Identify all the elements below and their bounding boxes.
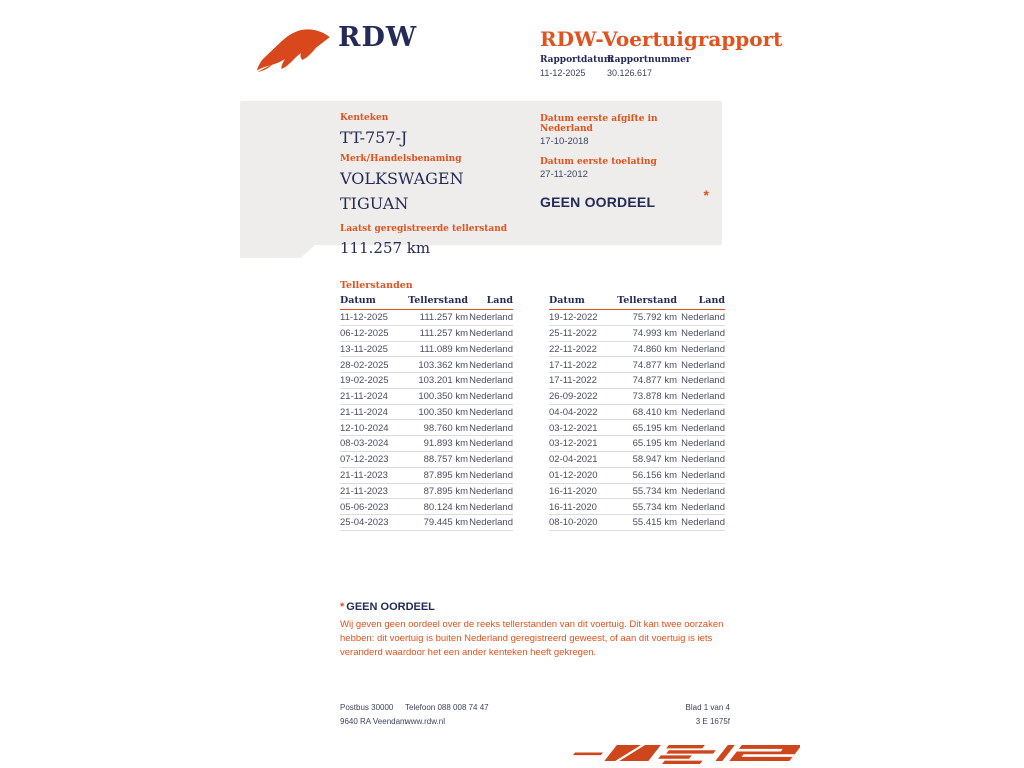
cell-land: Nederland: [468, 388, 513, 404]
cell-tellerstand: 103.201 km: [406, 373, 468, 389]
toelating-value: 27-11-2012: [540, 169, 588, 180]
mileage-table: [549, 295, 725, 531]
table-row: [340, 452, 513, 468]
footer-address: [340, 701, 407, 729]
cell-tellerstand: 55.734 km: [615, 499, 677, 515]
cell-tellerstand: 74.877 km: [615, 373, 677, 389]
verdict-asterisk: *: [703, 187, 709, 203]
cell-tellerstand: 100.350 km: [406, 388, 468, 404]
table-row: [549, 467, 725, 483]
verdict-text: GEEN OORDEEL: [540, 194, 656, 210]
column-header-tellerstand: Tellerstand: [406, 295, 468, 310]
footnote-body: Wij geven geen oordeel over de reeks tellerstanden van dit voertuig. Dit kan twee oorzaken hebben: dit voertuig is buiten Nederland geregistreerd geweest, of aan dit voertuig is iets veranderd waardoor het een ander kenteken heeft gekregen.: [340, 619, 724, 658]
footnote-asterisk: *: [340, 601, 345, 613]
cell-land: Nederland: [677, 404, 725, 420]
cell-land: Nederland: [677, 467, 725, 483]
cell-land: Nederland: [468, 515, 513, 531]
cell-datum: 19-12-2022: [549, 310, 615, 326]
table-row: [340, 310, 513, 326]
cell-land: Nederland: [677, 452, 725, 468]
table-row: [549, 310, 725, 326]
cell-datum: 04-04-2022: [549, 404, 615, 420]
footer-page-info: [686, 701, 730, 729]
table-row: [549, 341, 725, 357]
footer-postbus: Postbus 30000: [340, 703, 394, 712]
column-header-land: Land: [677, 295, 725, 310]
cell-tellerstand: 65.195 km: [615, 436, 677, 452]
report-date-value: 11-12-2025: [540, 68, 586, 78]
cell-land: Nederland: [468, 404, 513, 420]
column-header-tellerstand: Tellerstand: [615, 295, 677, 310]
table-row: [549, 325, 725, 341]
cell-tellerstand: 55.734 km: [615, 483, 677, 499]
cell-land: Nederland: [677, 420, 725, 436]
table-row: [549, 373, 725, 389]
footer-city: 9640 RA Veendam: [340, 717, 407, 726]
cell-tellerstand: 74.993 km: [615, 325, 677, 341]
table-row: [340, 341, 513, 357]
cell-tellerstand: 74.877 km: [615, 357, 677, 373]
cell-datum: 01-12-2020: [549, 467, 615, 483]
cell-land: Nederland: [677, 483, 725, 499]
tellerstand-label: Laatst geregistreerde tellerstand: [340, 224, 508, 234]
footer-form-code: 3 E 1675f: [695, 717, 730, 726]
cell-tellerstand: 68.410 km: [615, 404, 677, 420]
cell-datum: 11-12-2025: [340, 310, 406, 326]
cell-land: Nederland: [468, 357, 513, 373]
kenteken-value: TT-757-J: [340, 128, 408, 147]
cell-datum: 21-11-2024: [340, 388, 406, 404]
table-row: [340, 499, 513, 515]
mileage-table: [340, 295, 513, 531]
cell-land: Nederland: [677, 436, 725, 452]
cell-tellerstand: 56.156 km: [615, 467, 677, 483]
merk-value-line2: TIGUAN: [340, 194, 409, 213]
cell-land: Nederland: [677, 310, 725, 326]
cell-land: Nederland: [677, 373, 725, 389]
cell-tellerstand: 55.415 km: [615, 515, 677, 531]
rdw-wordmark: RDW: [338, 22, 418, 53]
cell-datum: 08-10-2020: [549, 515, 615, 531]
cell-tellerstand: 80.124 km: [406, 499, 468, 515]
cell-datum: 05-06-2023: [340, 499, 406, 515]
cell-land: Nederland: [468, 373, 513, 389]
table-row: [549, 420, 725, 436]
cell-datum: 07-12-2023: [340, 452, 406, 468]
table-row: [340, 420, 513, 436]
cell-datum: 28-02-2025: [340, 357, 406, 373]
cell-tellerstand: 73.878 km: [615, 388, 677, 404]
cell-datum: 21-11-2023: [340, 467, 406, 483]
column-header-land: Land: [468, 295, 513, 310]
table-row: [340, 483, 513, 499]
cell-datum: 26-09-2022: [549, 388, 615, 404]
cell-datum: 03-12-2021: [549, 436, 615, 452]
table-row: [549, 515, 725, 531]
table-row: [549, 483, 725, 499]
cell-land: Nederland: [468, 436, 513, 452]
footnote-title: GEEN OORDEEL: [346, 601, 435, 613]
cell-datum: 03-12-2021: [549, 420, 615, 436]
cell-tellerstand: 87.895 km: [406, 483, 468, 499]
cell-datum: 16-11-2020: [549, 483, 615, 499]
merk-value-line1: VOLKSWAGEN: [340, 169, 464, 188]
report-date-label: Rapportdatum: [540, 55, 614, 65]
cell-tellerstand: 100.350 km: [406, 404, 468, 420]
cell-land: Nederland: [677, 357, 725, 373]
cell-tellerstand: 111.089 km: [406, 341, 468, 357]
table-row: [340, 436, 513, 452]
cell-tellerstand: 79.445 km: [406, 515, 468, 531]
cell-datum: 17-11-2022: [549, 373, 615, 389]
table-row: [549, 499, 725, 515]
cell-tellerstand: 58.947 km: [615, 452, 677, 468]
table-row: [340, 515, 513, 531]
cell-tellerstand: 98.760 km: [406, 420, 468, 436]
table-row: [340, 404, 513, 420]
cell-tellerstand: 111.257 km: [406, 310, 468, 326]
report-number-label: Rapportnummer: [607, 55, 691, 65]
cell-land: Nederland: [677, 515, 725, 531]
table-row: [549, 436, 725, 452]
cell-tellerstand: 111.257 km: [406, 325, 468, 341]
afgifte-value: 17-10-2018: [540, 136, 589, 147]
cell-datum: 21-11-2023: [340, 483, 406, 499]
cell-tellerstand: 75.792 km: [615, 310, 677, 326]
table-row: [340, 357, 513, 373]
merk-label: Merk/Handelsbenaming: [340, 154, 462, 164]
cell-datum: 25-11-2022: [549, 325, 615, 341]
table-row: [340, 373, 513, 389]
cell-land: Nederland: [677, 341, 725, 357]
footer-phone: Telefoon 088 008 74 47: [405, 703, 489, 712]
kenteken-label: Kenteken: [340, 113, 389, 123]
cell-land: Nederland: [468, 499, 513, 515]
table-row: [340, 325, 513, 341]
cell-land: Nederland: [468, 310, 513, 326]
cell-datum: 16-11-2020: [549, 499, 615, 515]
cell-datum: 21-11-2024: [340, 404, 406, 420]
verdict-footnote: [340, 601, 738, 660]
table-row: [549, 404, 725, 420]
cell-datum: 02-04-2021: [549, 452, 615, 468]
column-header-datum: Datum: [340, 295, 406, 310]
report-title: RDW-Voertuigrapport: [540, 27, 783, 51]
cell-land: Nederland: [468, 325, 513, 341]
tellerstanden-section: [340, 280, 725, 531]
cell-land: Nederland: [468, 467, 513, 483]
cell-land: Nederland: [468, 452, 513, 468]
cell-tellerstand: 88.757 km: [406, 452, 468, 468]
cell-datum: 17-11-2022: [549, 357, 615, 373]
table-row: [340, 388, 513, 404]
cell-tellerstand: 87.895 km: [406, 467, 468, 483]
cell-tellerstand: 91.893 km: [406, 436, 468, 452]
summary-left-column: [340, 113, 530, 261]
cell-datum: 19-02-2025: [340, 373, 406, 389]
rdw-speed-stripes-icon: [552, 741, 800, 768]
table-row: [549, 452, 725, 468]
afgifte-label: Datum eerste afgifte in Nederland: [540, 114, 658, 134]
vehicle-summary-panel: [240, 101, 722, 257]
table-row: [549, 388, 725, 404]
cell-datum: 06-12-2025: [340, 325, 406, 341]
report-number-value: 30.126.617: [607, 68, 653, 78]
cell-tellerstand: 103.362 km: [406, 357, 468, 373]
cell-datum: 13-11-2025: [340, 341, 406, 357]
footer-contact: [405, 701, 489, 729]
toelating-label: Datum eerste toelating: [540, 157, 657, 167]
footnote-heading: [340, 601, 738, 613]
cell-datum: 22-11-2022: [549, 341, 615, 357]
cell-land: Nederland: [468, 341, 513, 357]
cell-land: Nederland: [677, 388, 725, 404]
rdw-wing-logo-icon: [256, 27, 332, 78]
table-row: [340, 467, 513, 483]
cell-land: Nederland: [468, 420, 513, 436]
table-row: [549, 357, 725, 373]
tellerstand-value: 111.257 km: [340, 239, 431, 257]
cell-datum: 25-04-2023: [340, 515, 406, 531]
cell-tellerstand: 65.195 km: [615, 420, 677, 436]
cell-land: Nederland: [468, 483, 513, 499]
column-header-datum: Datum: [549, 295, 615, 310]
cell-datum: 12-10-2024: [340, 420, 406, 436]
footer-page-number: Blad 1 van 4: [685, 703, 730, 712]
cell-datum: 08-03-2024: [340, 436, 406, 452]
footer-website: www.rdw.nl: [405, 717, 446, 726]
tellerstanden-title: Tellerstanden: [340, 280, 413, 291]
cell-land: Nederland: [677, 325, 725, 341]
cell-land: Nederland: [677, 499, 725, 515]
summary-right-column: [540, 114, 710, 210]
cell-tellerstand: 74.860 km: [615, 341, 677, 357]
